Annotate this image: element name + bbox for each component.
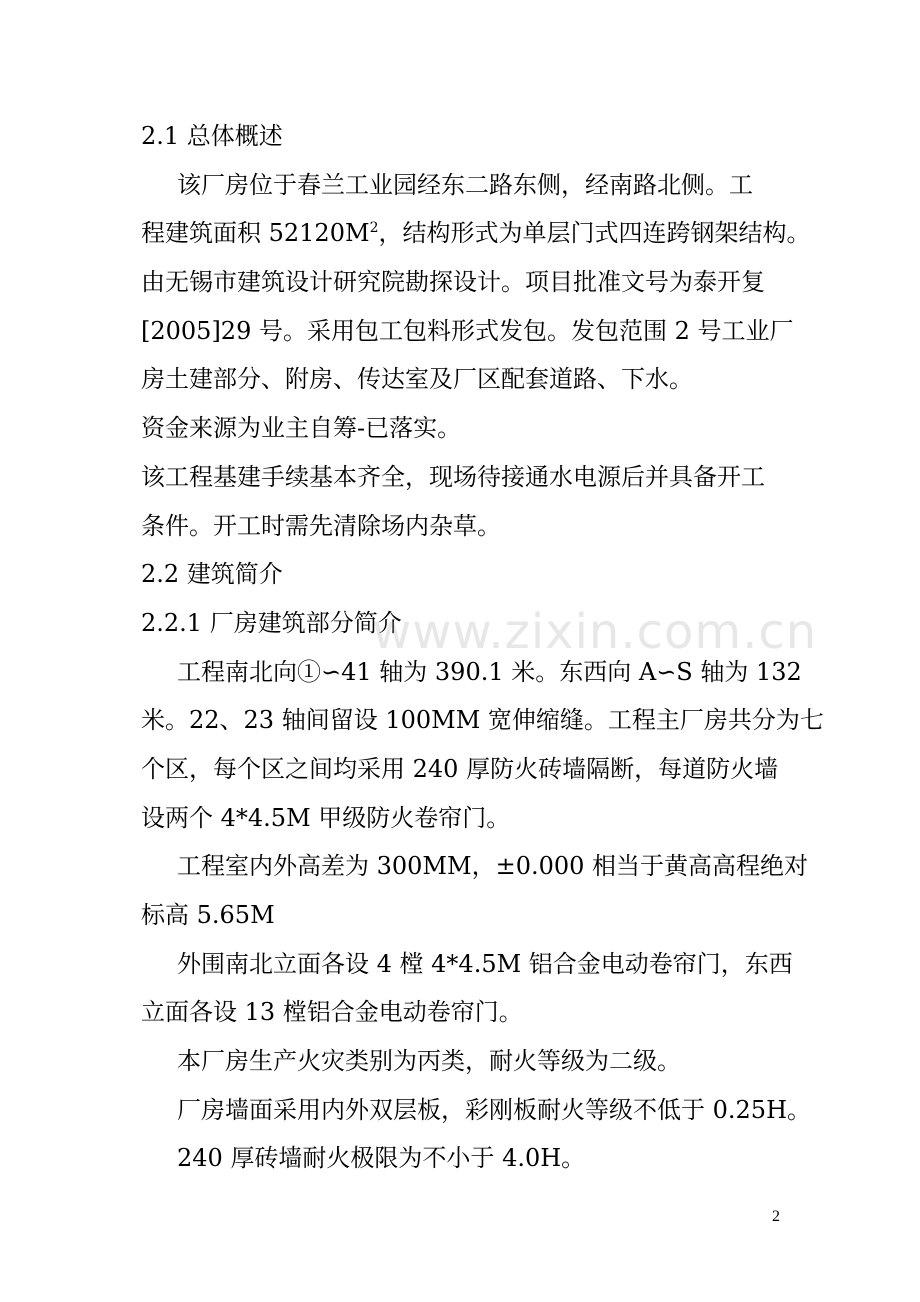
page-number: 2 xyxy=(772,1208,780,1225)
paragraph-line: 工程室内外高差为 300MM，±0.000 相当于黄高高程绝对 xyxy=(177,852,809,881)
area-text: 程建筑面积 52120M xyxy=(141,219,370,248)
section-heading-2-2-1: 2.2.1 厂房建筑部分简介 xyxy=(141,608,402,637)
paragraph-line: 设两个 4*4.5M 甲级防火卷帘门。 xyxy=(141,803,511,832)
paragraph-line: [2005]29 号。采用包工包料形式发包。发包范围 2 号工业厂 xyxy=(141,316,794,345)
section-heading-2-1: 2.1 总体概述 xyxy=(141,122,283,150)
paragraph-line: 资金来源为业主自筹-已落实。 xyxy=(141,414,462,443)
paragraph-line: 标高 5.65M xyxy=(141,901,275,929)
paragraph-line: 厂房墙面采用内外双层板，彩刚板耐火等级不低于 0.25H。 xyxy=(177,1095,811,1124)
paragraph-line: 条件。开工时需先清除场内杂草。 xyxy=(141,511,501,540)
paragraph-line: 工程南北向①∽41 轴为 390.1 米。东西向 A∽S 轴为 132 xyxy=(177,657,802,686)
area-superscript: 2 xyxy=(369,220,379,237)
paragraph-line: 该工程基建手续基本齐全，现场待接通水电源后并具备开工 xyxy=(141,462,765,491)
paragraph-line: 本厂房生产火灾类别为丙类，耐火等级为二级。 xyxy=(177,1047,681,1076)
paragraph-line-area xyxy=(141,209,811,258)
watermark-text: www.zixin.com.cn xyxy=(372,604,818,660)
paragraph-line: 房土建部分、附房、传达室及厂区配套道路、下水。 xyxy=(141,365,693,394)
section-heading-2-2: 2.2 建筑简介 xyxy=(141,560,283,589)
paragraph-line: 立面各设 13 樘铝合金电动卷帘门。 xyxy=(141,998,523,1027)
paragraph-line: 个区，每个区之间均采用 240 厚防火砖墙隔断，每道防火墙 xyxy=(141,754,779,783)
structure-text: ，结构形式为单层门式四连跨钢架结构。 xyxy=(378,219,811,248)
paragraph-line: 由无锡市建筑设计研究院勘探设计。项目批准文号为泰开复 xyxy=(141,268,765,297)
paragraph-line: 米。22、23 轴间留设 100MM 宽伸缩缝。工程主厂房共分为七 xyxy=(141,706,824,735)
paragraph-line: 该厂房位于春兰工业园经东二路东侧，经南路北侧。工 xyxy=(177,170,753,199)
paragraph-line: 外围南北立面各设 4 樘 4*4.5M 铝合金电动卷帘门，东西 xyxy=(177,949,793,978)
paragraph-line: 240 厚砖墙耐火极限为不小于 4.0H。 xyxy=(177,1144,586,1173)
